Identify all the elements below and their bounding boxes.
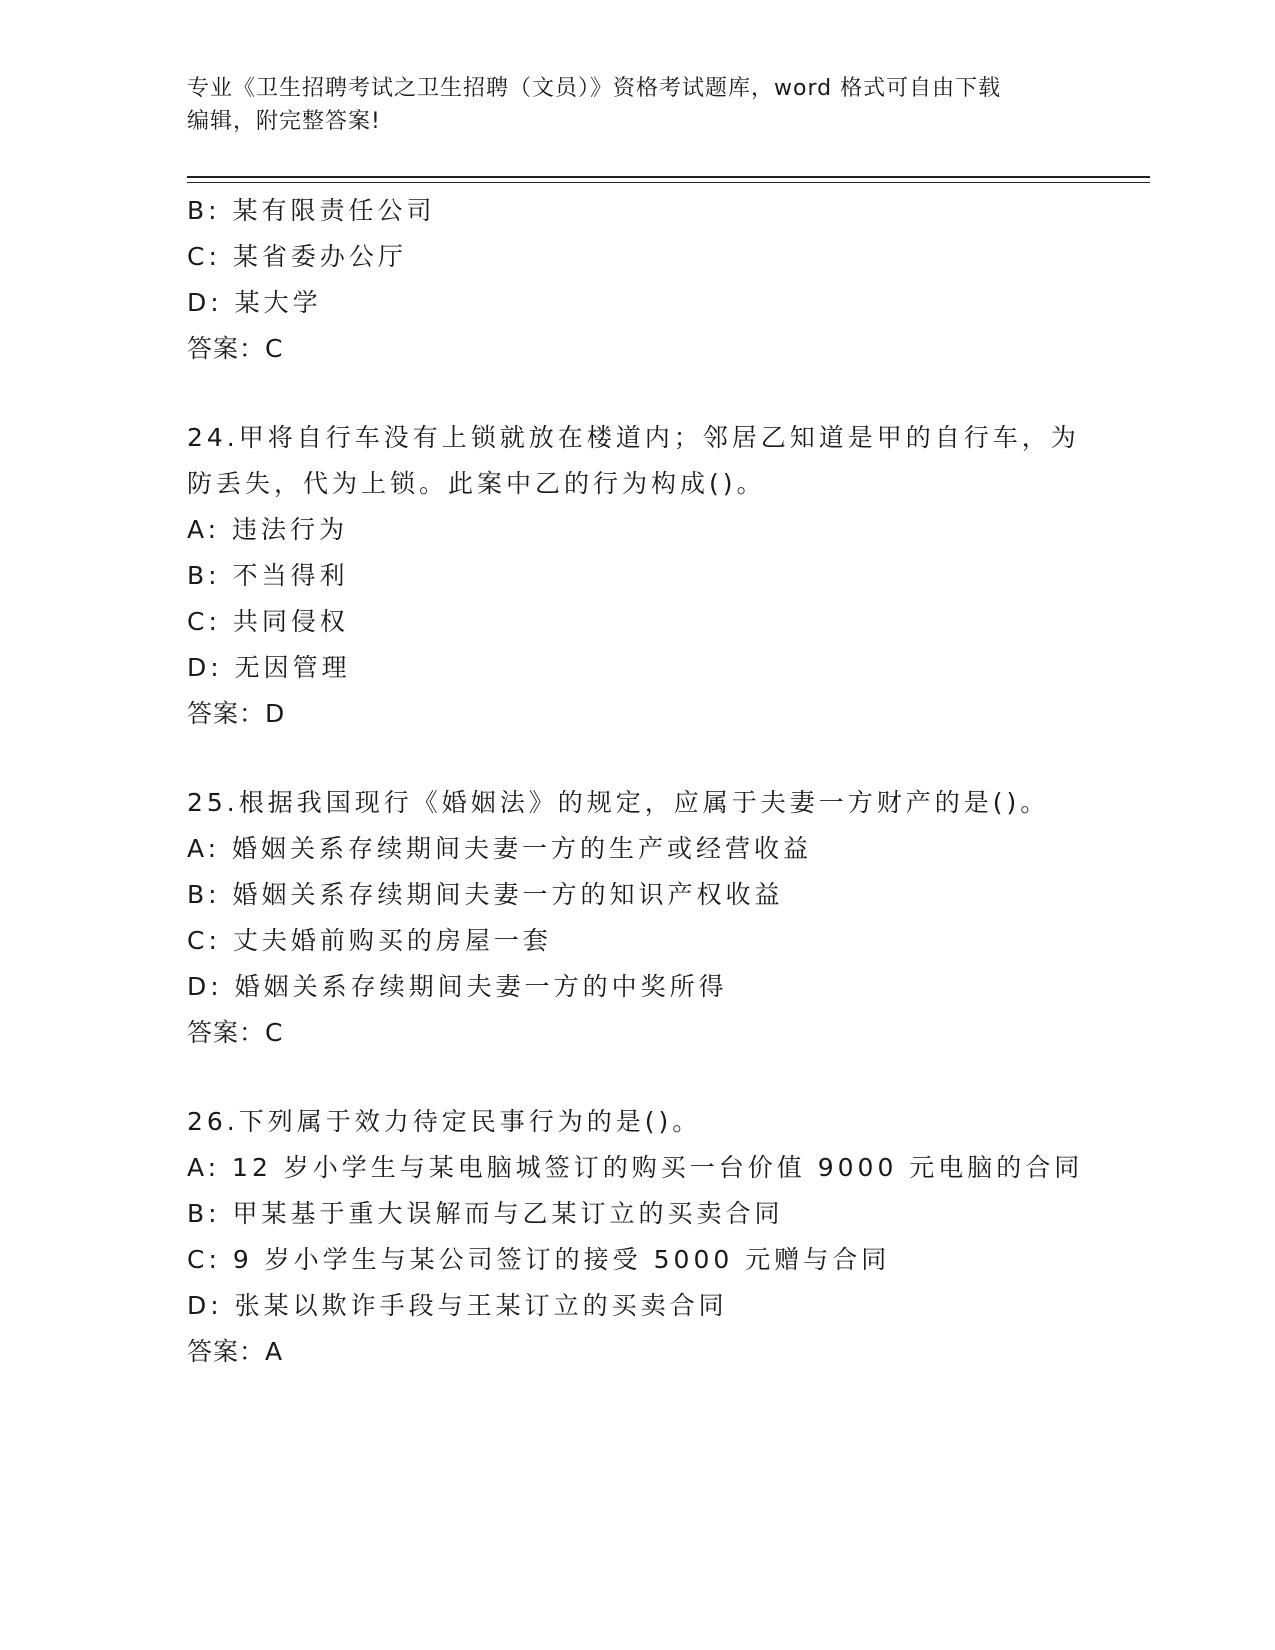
header-divider-thin: [187, 182, 1150, 183]
question-stem-line: 25.根据我国现行《婚姻法》的规定，应属于夫妻一方财产的是()。: [187, 788, 1050, 817]
option-b: B: 某有限责任公司: [187, 196, 436, 225]
option-a: A: 违法行为: [187, 515, 349, 544]
option-a: A: 12 岁小学生与某电脑城签订的购买一台价值 9000 元电脑的合同: [187, 1153, 1084, 1182]
answer-line: 答案：C: [187, 1018, 284, 1047]
question-list: [187, 188, 1087, 1375]
option-c: C: 9 岁小学生与某公司签订的接受 5000 元赠与合同: [187, 1245, 891, 1274]
option-b: B: 甲某基于重大误解而与乙某订立的买卖合同: [187, 1199, 784, 1228]
question-stem-line: 26.下列属于效力待定民事行为的是()。: [187, 1107, 702, 1136]
option-a: A: 婚姻关系存续期间夫妻一方的生产或经营收益: [187, 834, 813, 863]
answer-line: 答案：A: [187, 1337, 284, 1366]
spacer: [187, 1056, 1087, 1099]
answer-line: 答案：D: [187, 699, 286, 728]
option-c: C: 某省委办公厅: [187, 242, 407, 271]
header-divider-thick: [187, 176, 1150, 178]
header-line-1: 专业《卫生招聘考试之卫生招聘（文员）》资格考试题库，word 格式可自由下载: [187, 76, 1002, 101]
option-d: D: 张某以欺诈手段与王某订立的买卖合同: [187, 1291, 728, 1320]
spacer: [187, 372, 1087, 415]
question-23-continued: [187, 188, 1087, 372]
document-header: [187, 72, 1087, 138]
question-25: [187, 780, 1087, 1056]
option-c: C: 丈夫婚前购买的房屋一套: [187, 926, 552, 955]
header-line-2: 编辑，附完整答案!: [187, 109, 381, 134]
option-d: D: 某大学: [187, 288, 322, 317]
question-stem-line: 24.甲将自行车没有上锁就放在楼道内；邻居乙知道是甲的自行车，为: [187, 423, 1080, 452]
question-stem-line: 防丢失，代为上锁。此案中乙的行为构成()。: [187, 469, 766, 498]
option-d: D: 无因管理: [187, 653, 351, 682]
option-b: B: 不当得利: [187, 561, 349, 590]
option-b: B: 婚姻关系存续期间夫妻一方的知识产权收益: [187, 880, 784, 909]
option-c: C: 共同侵权: [187, 607, 349, 636]
option-d: D: 婚姻关系存续期间夫妻一方的中奖所得: [187, 972, 728, 1001]
question-24: [187, 415, 1087, 737]
question-26: [187, 1099, 1087, 1375]
answer-line: 答案：C: [187, 334, 284, 363]
spacer: [187, 737, 1087, 780]
